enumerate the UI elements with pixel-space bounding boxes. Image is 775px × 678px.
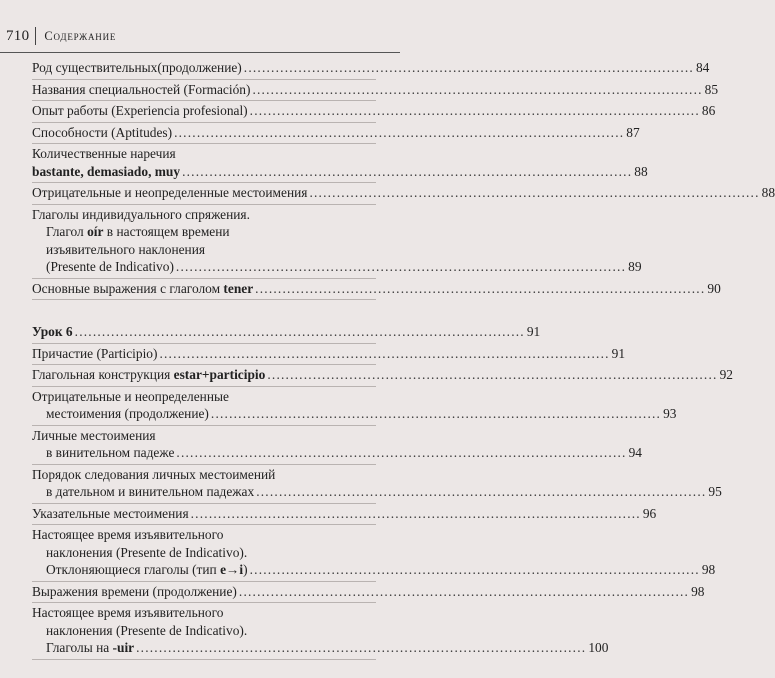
toc-entry: Способности (Aptitudes) ................................................................................................... 87: [32, 123, 376, 145]
toc-entry: Причастие (Participio) ................................................................................................... 91: [32, 344, 376, 366]
toc-page-number: 95: [708, 484, 722, 499]
header-divider: [35, 27, 36, 45]
toc-page-number: 86: [701, 103, 716, 118]
toc-entry: Выражения времени (продолжение) ................................................................................................... 98: [32, 582, 376, 604]
page-number: 710: [6, 27, 30, 44]
toc-page-number: 92: [719, 367, 733, 382]
section-title: Содержание: [44, 28, 117, 43]
toc-page-number: 87: [626, 124, 640, 140]
toc-page-number: 94: [628, 445, 642, 460]
toc-entry: Порядок следования личных местоимений в дательном и винительном падежах ................................................................................................... 95: [32, 465, 376, 504]
toc-entry: Основные выражения с глаголом tener ................................................................................................... 90: [32, 279, 376, 301]
toc-page-number: 90: [707, 280, 721, 296]
table-of-contents: [32, 58, 775, 660]
toc-entry: Опыт работы (Experiencia profesional) ................................................................................................... 86: [32, 101, 376, 123]
page-header: [6, 26, 400, 46]
toc-entry: Отрицательные и неопределенные местоимения ................................................................................................... 88: [32, 183, 376, 205]
toc-entry-lesson: Урок 6 ................................................................................................... 91: [32, 322, 376, 344]
toc-entry: Род существительных(продолжение) ................................................................................................... 84: [32, 58, 376, 80]
toc-page-number: 98: [691, 583, 705, 599]
toc-page-number: 93: [663, 406, 677, 421]
toc-entry: Настоящее время изъявительного наклонения (Presente de Indicativo). Глаголы на -uir ................................................................................................... 100: [32, 603, 376, 660]
toc-entry: Количественные наречия bastante, demasiado, muy ................................................................................................... 88: [32, 144, 376, 183]
toc-entry: Личные местоимения в винительном падеже ................................................................................................... 94: [32, 426, 376, 465]
toc-entry: Настоящее время изъявительного наклонения (Presente de Indicativo). Отклоняющиеся глаголы (тип e→i) ................................................................................................... 98: [32, 525, 376, 582]
toc-page-number: 89: [628, 259, 642, 274]
toc-entry: Глагольная конструкция estar+participio ................................................................................................... 92: [32, 365, 376, 387]
toc-page-number: 100: [588, 640, 609, 655]
toc-page-number: 91: [526, 324, 541, 339]
toc-entry: Отрицательные и неопределенные местоимения (продолжение) ................................................................................................... 93: [32, 387, 376, 426]
toc-page-number: 91: [611, 345, 626, 361]
toc-page-number: 85: [704, 81, 719, 97]
toc-entry: Названия специальностей (Formación) ................................................................................................... 85: [32, 80, 376, 102]
toc-page-number: 96: [642, 505, 657, 521]
toc-page-number: 88: [634, 163, 648, 179]
toc-entry: Указательные местоимения ................................................................................................... 96: [32, 504, 376, 526]
toc-page-number: 84: [695, 60, 710, 75]
header-rule: [0, 52, 400, 53]
toc-page-number: 98: [701, 562, 716, 577]
toc-page-number: 88: [761, 185, 775, 200]
toc-entry: Глаголы индивидуального спряжения. Глагол oír в настоящем времени изъявительного наклонения (Presente de Indicativo) ................................................................................................... 89: [32, 205, 376, 279]
